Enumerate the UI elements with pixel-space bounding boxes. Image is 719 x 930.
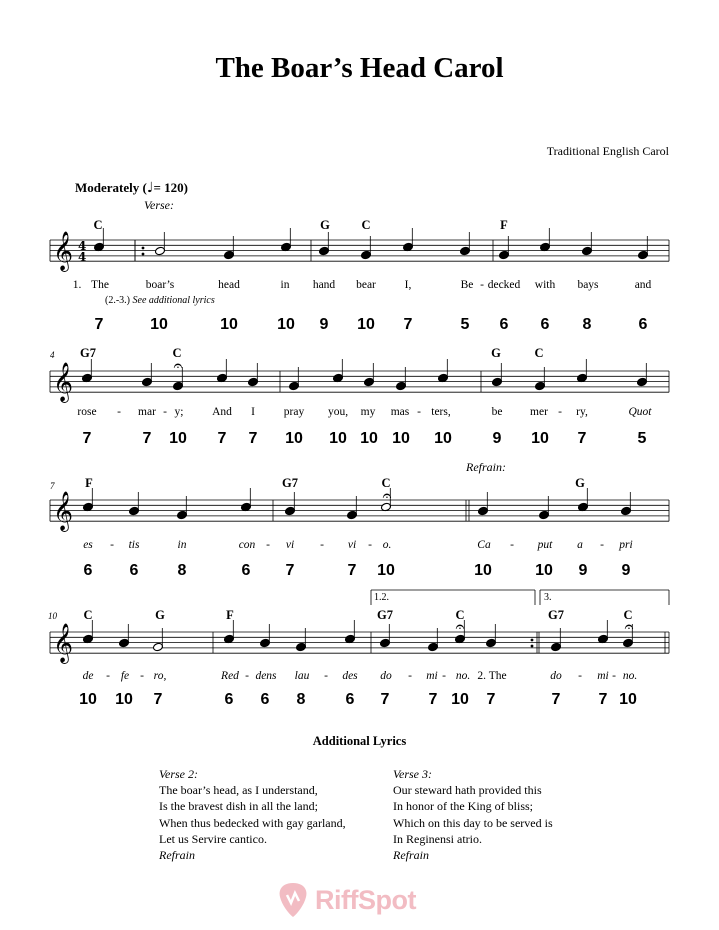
lyric-syllable: es xyxy=(83,539,93,551)
note-head xyxy=(155,246,166,256)
lyric-hyphen: - xyxy=(245,670,249,682)
lyric-syllable: lau xyxy=(294,670,310,682)
lyric-syllable: mi xyxy=(597,670,609,682)
lyric-hyphen: - xyxy=(110,539,114,551)
measure-number: 7 xyxy=(50,481,55,491)
tab-number: 5 xyxy=(637,430,647,447)
lyric-syllable: vi xyxy=(285,539,295,551)
quarter-note-icon: ♩ xyxy=(146,180,154,196)
tab-number: 9 xyxy=(319,316,329,333)
note-head xyxy=(486,638,497,648)
tab-number: 10 xyxy=(474,562,492,579)
note-head xyxy=(499,250,510,260)
chord-symbol: G xyxy=(320,218,330,232)
tab-number: 6 xyxy=(129,562,139,579)
tab-number: 10 xyxy=(329,430,347,447)
lyric-syllable: mi xyxy=(426,670,438,682)
first-ending-label: 1.2. xyxy=(374,592,389,603)
verse-3-block xyxy=(393,766,553,863)
additional-lyrics-title: Additional Lyrics xyxy=(312,734,407,748)
additional-stanzas-note xyxy=(105,295,215,306)
tab-number: 10 xyxy=(220,316,238,333)
tab-number: 6 xyxy=(499,316,509,333)
chord-symbol: C xyxy=(623,608,633,622)
tab-number: 9 xyxy=(578,562,588,579)
riffspot-logo xyxy=(277,880,416,920)
tab-number: 7 xyxy=(428,691,438,708)
refrain-cue: Refrain xyxy=(393,848,429,863)
tab-number: 10 xyxy=(277,316,295,333)
refrain-cue: Refrain xyxy=(159,848,195,863)
lyric-syllable: head xyxy=(218,279,240,291)
tab-number: 7 xyxy=(285,562,295,579)
lyric-syllable: mer xyxy=(530,406,548,418)
note-head xyxy=(224,250,235,260)
note-head xyxy=(637,377,648,387)
chord-symbol: C xyxy=(381,476,391,490)
note-head xyxy=(260,638,271,648)
tab-number: 10 xyxy=(360,430,378,447)
tab-number: 10 xyxy=(285,430,303,447)
note-head xyxy=(492,377,503,387)
note-head xyxy=(623,638,634,648)
tab-number: 10 xyxy=(531,430,549,447)
lyric-syllable: o. xyxy=(382,539,392,551)
lyric-syllable: vi xyxy=(347,539,357,551)
treble-clef-icon: 𝄞 xyxy=(53,623,74,663)
chord-symbol: G7 xyxy=(377,608,393,622)
tab-number: 8 xyxy=(296,691,306,708)
lyric-syllable: I, xyxy=(404,279,412,291)
lyric-syllable: hand xyxy=(312,279,336,291)
tab-number: 6 xyxy=(83,562,93,579)
lyric-syllable: de xyxy=(82,670,94,682)
lyric-hyphen: - xyxy=(600,539,604,551)
tab-number: 10 xyxy=(535,562,553,579)
tab-number: 6 xyxy=(540,316,550,333)
note-head xyxy=(478,506,489,516)
lyric-syllable: The xyxy=(91,279,109,291)
lyric-syllable: do xyxy=(380,670,392,682)
tab-number: 6 xyxy=(241,562,251,579)
lyric-hyphen: - xyxy=(320,539,324,551)
lyric-syllable: And xyxy=(212,406,232,418)
lyric-syllable: put xyxy=(537,539,553,551)
note-head xyxy=(285,506,296,516)
tab-number: 7 xyxy=(82,430,92,447)
tab-number: 6 xyxy=(224,691,234,708)
note-head xyxy=(142,377,153,387)
note-head xyxy=(638,250,649,260)
note-head xyxy=(129,506,140,516)
composer-credit: Traditional English Carol xyxy=(546,144,669,158)
lyric-syllable: y; xyxy=(174,406,184,418)
lyric-hyphen: - xyxy=(163,406,167,418)
lyric-syllable: des xyxy=(342,670,358,682)
lyric-syllable: and xyxy=(634,279,652,291)
lyric-syllable: bays xyxy=(577,279,599,291)
note-head xyxy=(535,381,546,391)
tab-number: 10 xyxy=(392,430,410,447)
verse-heading: Verse 2: xyxy=(159,767,198,781)
chord-symbol: G7 xyxy=(548,608,564,622)
treble-clef-icon: 𝄞 xyxy=(53,362,74,402)
lyric-syllable: bear xyxy=(356,279,376,291)
chord-symbol: C xyxy=(172,346,182,360)
lyric-hyphen: - xyxy=(140,670,144,682)
lyric-syllable: con xyxy=(238,539,256,551)
treble-clef-icon: 𝄞 xyxy=(53,491,74,531)
lyric-syllable: boar’s xyxy=(145,279,175,291)
lyric-syllable: a xyxy=(577,539,583,551)
tempo-label: Moderately xyxy=(75,180,140,195)
tab-number: 8 xyxy=(582,316,592,333)
tab-number: 10 xyxy=(377,562,395,579)
stanza-note-text: See additional lyrics xyxy=(132,295,215,306)
measure-number: 10 xyxy=(48,611,57,621)
tab-number: 7 xyxy=(486,691,496,708)
stanza-range: (2.-3.) xyxy=(105,295,130,306)
tab-number: 10 xyxy=(79,691,97,708)
note-head xyxy=(428,642,439,652)
lyric-syllable: be xyxy=(491,406,503,418)
verse-line: Which on this day to be served is xyxy=(393,815,553,830)
note-head xyxy=(380,638,391,648)
lyric-syllable: do xyxy=(550,670,562,682)
guitar-pick-icon xyxy=(277,881,309,919)
note-head xyxy=(361,250,372,260)
lyric-syllable: fe xyxy=(120,670,130,682)
lyric-syllable: 2. The xyxy=(477,670,507,682)
chord-symbol: C xyxy=(455,608,465,622)
tab-number: 7 xyxy=(94,316,104,333)
fermata-icon: 𝄐 xyxy=(624,619,634,636)
note-head xyxy=(173,381,184,391)
lyric-syllable: Be xyxy=(460,279,474,291)
lyric-syllable: ry, xyxy=(576,406,588,418)
chord-symbol: C xyxy=(93,218,103,232)
note-head xyxy=(539,510,550,520)
verse-line: Our steward hath provided this xyxy=(393,783,542,798)
chord-symbol: C xyxy=(83,608,93,622)
verse-line: In honor of the King of bliss; xyxy=(393,799,533,814)
lyric-syllable: mas xyxy=(390,406,410,418)
refrain-label: Refrain: xyxy=(466,460,506,474)
fermata-icon: 𝄐 xyxy=(173,358,183,375)
note-head xyxy=(319,246,330,256)
chord-symbol: C xyxy=(361,218,371,232)
measure-number: 4 xyxy=(50,350,55,360)
lyric-syllable: pri xyxy=(619,539,633,551)
tab-number: 8 xyxy=(177,562,187,579)
lyric-syllable: ro, xyxy=(153,670,167,682)
lyric-syllable: you, xyxy=(327,406,349,418)
tab-number: 10 xyxy=(357,316,375,333)
verse-label: Verse: xyxy=(144,198,174,212)
tab-number: 10 xyxy=(169,430,187,447)
verse-line: Is the bravest dish in all the land; xyxy=(159,799,318,814)
stanza-number: 1. xyxy=(72,279,82,291)
tab-number: 7 xyxy=(153,691,163,708)
verse-line: Let us Servire cantico. xyxy=(159,831,267,846)
tab-number: 7 xyxy=(577,430,587,447)
tempo-marking: Moderately (♩= 120) xyxy=(75,180,188,196)
fermata-icon: 𝄐 xyxy=(382,488,392,505)
tab-number: 10 xyxy=(434,430,452,447)
lyric-syllable: dens xyxy=(255,670,277,682)
tab-number: 7 xyxy=(598,691,608,708)
tab-number: 7 xyxy=(142,430,152,447)
note-head xyxy=(177,510,188,520)
lyric-hyphen: - xyxy=(266,539,270,551)
lyric-hyphen: - xyxy=(106,670,110,682)
lyric-syllable: mar xyxy=(138,406,156,418)
song-title: The Boar’s Head Carol xyxy=(215,52,504,84)
verse-2-block xyxy=(159,766,346,863)
lyric-hyphen: - xyxy=(417,406,421,418)
lyric-hyphen: - xyxy=(510,539,514,551)
tab-number: 5 xyxy=(460,316,470,333)
tab-number: 7 xyxy=(403,316,413,333)
tab-number: 7 xyxy=(347,562,357,579)
chord-symbol: G xyxy=(491,346,501,360)
tab-number: 9 xyxy=(492,430,502,447)
verse-line: In Reginensi atrio. xyxy=(393,831,482,846)
time-signature: 4 xyxy=(78,250,87,264)
chord-symbol: F xyxy=(500,218,508,232)
lyric-syllable: I xyxy=(251,406,255,418)
lyric-syllable: ters, xyxy=(431,406,451,418)
verse-line: When thus bedecked with gay garland, xyxy=(159,815,346,830)
tab-number: 10 xyxy=(451,691,469,708)
tab-number: 7 xyxy=(380,691,390,708)
tab-number: 10 xyxy=(115,691,133,708)
tab-number: 10 xyxy=(619,691,637,708)
chord-symbol: G xyxy=(575,476,585,490)
lyric-syllable: with xyxy=(534,279,556,291)
note-head xyxy=(551,642,562,652)
note-head xyxy=(364,377,375,387)
note-head xyxy=(460,246,471,256)
lyric-syllable: my xyxy=(360,406,376,418)
lyric-hyphen: - xyxy=(558,406,562,418)
fermata-icon: 𝄐 xyxy=(455,619,465,636)
chord-symbol: F xyxy=(226,608,234,622)
tab-number: 6 xyxy=(638,316,648,333)
note-head xyxy=(119,638,130,648)
time-signature: 4 xyxy=(78,239,87,253)
lyric-syllable: in xyxy=(177,539,187,551)
logo-text: RiffSpot xyxy=(315,884,416,915)
chord-symbol: C xyxy=(534,346,544,360)
lyric-hyphen: - xyxy=(368,539,372,551)
lyric-syllable: no. xyxy=(455,670,471,682)
lyric-hyphen: - xyxy=(480,279,484,291)
tab-number: 10 xyxy=(150,316,168,333)
note-head xyxy=(289,381,300,391)
lyric-hyphen: - xyxy=(442,670,446,682)
lyric-hyphen: - xyxy=(117,406,121,418)
note-head xyxy=(347,510,358,520)
chord-symbol: F xyxy=(85,476,93,490)
lyric-hyphen: - xyxy=(578,670,582,682)
verse-heading: Verse 3: xyxy=(393,767,432,781)
lyric-syllable: tis xyxy=(128,539,140,551)
chord-symbol: G7 xyxy=(80,346,96,360)
tempo-bpm: = 120 xyxy=(153,180,184,195)
lyric-syllable: Quot xyxy=(628,406,652,418)
treble-clef-icon: 𝄞 xyxy=(53,231,74,271)
tab-number: 6 xyxy=(260,691,270,708)
lyric-syllable: rose xyxy=(77,406,97,418)
tab-number: 6 xyxy=(345,691,355,708)
third-ending-label: 3. xyxy=(544,592,552,603)
lyric-syllable: decked xyxy=(487,279,521,291)
tab-number: 7 xyxy=(217,430,227,447)
lyric-syllable: Ca xyxy=(477,539,491,551)
lyric-hyphen: - xyxy=(408,670,412,682)
chord-symbol: G xyxy=(155,608,165,622)
note-head xyxy=(621,506,632,516)
note-head xyxy=(582,246,593,256)
lyric-syllable: no. xyxy=(622,670,638,682)
tab-number: 7 xyxy=(248,430,258,447)
tab-number: 9 xyxy=(621,562,631,579)
lyric-syllable: in xyxy=(280,279,290,291)
note-head xyxy=(396,381,407,391)
tab-number: 7 xyxy=(551,691,561,708)
lyric-hyphen: - xyxy=(324,670,328,682)
lyric-hyphen: - xyxy=(612,670,616,682)
note-head xyxy=(296,642,307,652)
note-head xyxy=(248,377,259,387)
lyric-syllable: Red xyxy=(221,670,239,682)
verse-line: The boar’s head, as I understand, xyxy=(159,783,318,798)
lyric-syllable: pray xyxy=(283,406,305,418)
chord-symbol: G7 xyxy=(282,476,298,490)
note-head xyxy=(153,642,164,652)
